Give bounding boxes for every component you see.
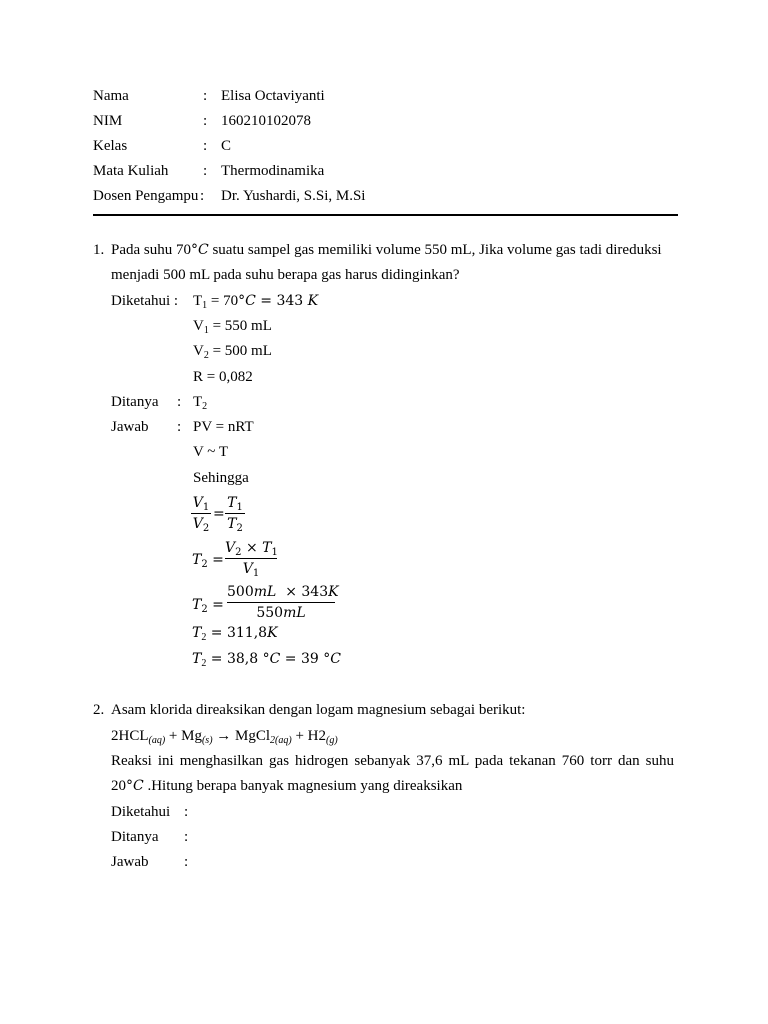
header-label: Nama [93, 88, 129, 104]
q1-t2-lhs [192, 550, 224, 570]
q1-t1 [193, 291, 318, 311]
question-2-line-1: Asam klorida direaksikan dengan logam magnesium sebagai berikut: [111, 702, 526, 718]
frac-unit: mL [253, 584, 277, 600]
q1-t2-sub: 2 [202, 401, 208, 412]
q2-diketahui-label: Diketahui [111, 804, 171, 820]
header-colon: : [203, 88, 208, 104]
question-2-line-3: Reaksi ini menghasilkan gas hidrogen sebanyak 37,6 mL pada tekanan 760 torr dan suhu [111, 753, 674, 769]
q2-jawab-colon: : [184, 854, 189, 870]
q1-fraction-t2-formula [225, 539, 277, 578]
reaction-state: (aq) [148, 735, 166, 746]
result-value: = 311,8 [206, 625, 268, 641]
q1-v2 [193, 341, 272, 361]
q1-t1-sub: 1 [202, 300, 208, 311]
frac-number: 500 [227, 584, 254, 600]
q1-t1-k: K [307, 293, 319, 309]
frac-symbol: T [227, 516, 237, 532]
q1-t2-symbol: T [193, 394, 203, 410]
reaction-part: → MgCl [212, 728, 271, 744]
header-divider [93, 214, 678, 216]
result-unit: C [269, 651, 281, 667]
q1-t1-unit: °C [238, 293, 256, 309]
header-label: Kelas [93, 138, 128, 154]
question-2-reaction [111, 726, 338, 746]
q1-sehingga: Sehingga [193, 470, 249, 486]
q1-result-celsius [192, 649, 341, 669]
result-unit: K [267, 625, 278, 641]
reaction-state: 2(aq) [270, 735, 292, 746]
q1-fraction-v [191, 494, 211, 533]
frac-symbol: T [262, 540, 272, 556]
q1-jawab-label: Jawab [111, 419, 149, 435]
equals-sign: = [212, 597, 224, 613]
q2-jawab-label: Jawab [111, 854, 149, 870]
q1-t1-symbol: T [193, 293, 203, 309]
header-colon: : [203, 138, 208, 154]
question-1-line-1 [111, 240, 662, 260]
reaction-state: (g) [326, 735, 338, 746]
q1-v1-symbol: V [193, 318, 204, 334]
question-2-number: 2. [93, 702, 105, 718]
q1-v1-sub: 1 [203, 325, 209, 336]
q1-ditanya-value [193, 392, 207, 412]
frac-symbol: V [192, 516, 203, 532]
q1-eq-proportional: V ~ T [193, 444, 229, 460]
question-2-line-4 [111, 776, 462, 796]
q2-text: 20 [111, 778, 126, 794]
q1-diketahui-label: Diketahui : [111, 293, 179, 309]
reaction-part: + Mg [165, 728, 202, 744]
q2-ditanya-label: Ditanya [111, 829, 159, 845]
q1-t1-val: = 70 [207, 293, 239, 309]
result-unit: C [330, 651, 341, 667]
header-value: C [221, 138, 232, 154]
header-label: Mata Kuliah [93, 163, 169, 179]
frac-symbol: V [225, 540, 236, 556]
q2-degree: °C [126, 778, 144, 794]
lhs-symbol: T [192, 552, 202, 568]
frac-unit: K [328, 584, 339, 600]
q1-result-kelvin [192, 623, 278, 643]
result-sub: 2 [201, 658, 207, 669]
q1-ditanya-label: Ditanya [111, 394, 159, 410]
frac-sub: 1 [202, 502, 210, 513]
q1-fraction-t2-numeric [227, 583, 339, 622]
header-label: NIM [93, 113, 123, 129]
q1-ditanya-colon: : [177, 394, 182, 410]
result-symbol: T [192, 625, 202, 641]
q1-v2-val: = 500 mL [208, 343, 272, 359]
frac-sub: 2 [235, 547, 242, 558]
header-label: Dosen Pengampu [93, 188, 199, 204]
result-sub: 2 [201, 632, 207, 643]
q1-t2-lhs-numeric [192, 595, 224, 615]
lhs-sub: 2 [201, 604, 208, 615]
header-colon: : [203, 163, 208, 179]
q1-v1 [193, 316, 272, 336]
lhs-symbol: T [192, 597, 202, 613]
reaction-state: (s) [201, 735, 213, 746]
header-value: 160210102078 [221, 113, 311, 129]
header-value: Elisa Octaviyanti [221, 88, 325, 104]
q1-eq-ideal-gas: PV = nRT [193, 419, 254, 435]
q2-text: .Hitung berapa banyak magnesium yang direaksikan [143, 778, 463, 794]
header-value: Thermodinamika [221, 163, 325, 179]
q1-r: R = 0,082 [193, 369, 253, 385]
q1-t1-kelvin: = 343 [255, 293, 308, 309]
frac-sub: 1 [271, 547, 278, 558]
times-sign: × [241, 540, 263, 556]
question-1-number: 1. [93, 242, 105, 258]
result-symbol: T [192, 651, 202, 667]
header-value: Dr. Yushardi, S.Si, M.Si [221, 188, 366, 204]
q1-text: Pada suhu 70 [111, 242, 191, 258]
frac-unit: mL [283, 605, 306, 621]
q2-ditanya-colon: : [184, 829, 189, 845]
header-colon: : [203, 113, 208, 129]
q1-degree: °C [191, 242, 209, 258]
frac-sub: 2 [236, 523, 243, 534]
q1-fraction-t [225, 494, 245, 533]
frac-symbol: V [192, 495, 203, 511]
reaction-part: 2HCL [111, 728, 149, 744]
reaction-part: + H2 [291, 728, 327, 744]
frac-symbol: V [242, 561, 253, 577]
result-value: = 39 ° [280, 651, 331, 667]
frac-number: 550 [256, 605, 284, 621]
lhs-sub: 2 [201, 559, 208, 570]
q1-v2-sub: 2 [203, 350, 209, 361]
question-1-line-2: menjadi 500 mL pada suhu berapa gas harus didinginkan? [111, 267, 460, 283]
header-colon: : [200, 188, 205, 204]
frac-sub: 1 [252, 568, 260, 579]
q1-jawab-colon: : [177, 419, 182, 435]
frac-sub: 2 [202, 523, 210, 534]
result-value: = 38,8 ° [206, 651, 270, 667]
frac-symbol: T [227, 495, 237, 511]
q1-equals: = [213, 506, 225, 522]
q1-v2-symbol: V [193, 343, 204, 359]
equals-sign: = [212, 552, 224, 568]
frac-sub: 1 [236, 502, 243, 513]
q1-v1-val: = 550 mL [208, 318, 272, 334]
q1-text: suatu sampel gas memiliki volume 550 mL, Jika volume gas tadi direduksi [208, 242, 662, 258]
q2-diketahui-colon: : [184, 804, 189, 820]
frac-number: × 343 [276, 584, 329, 600]
